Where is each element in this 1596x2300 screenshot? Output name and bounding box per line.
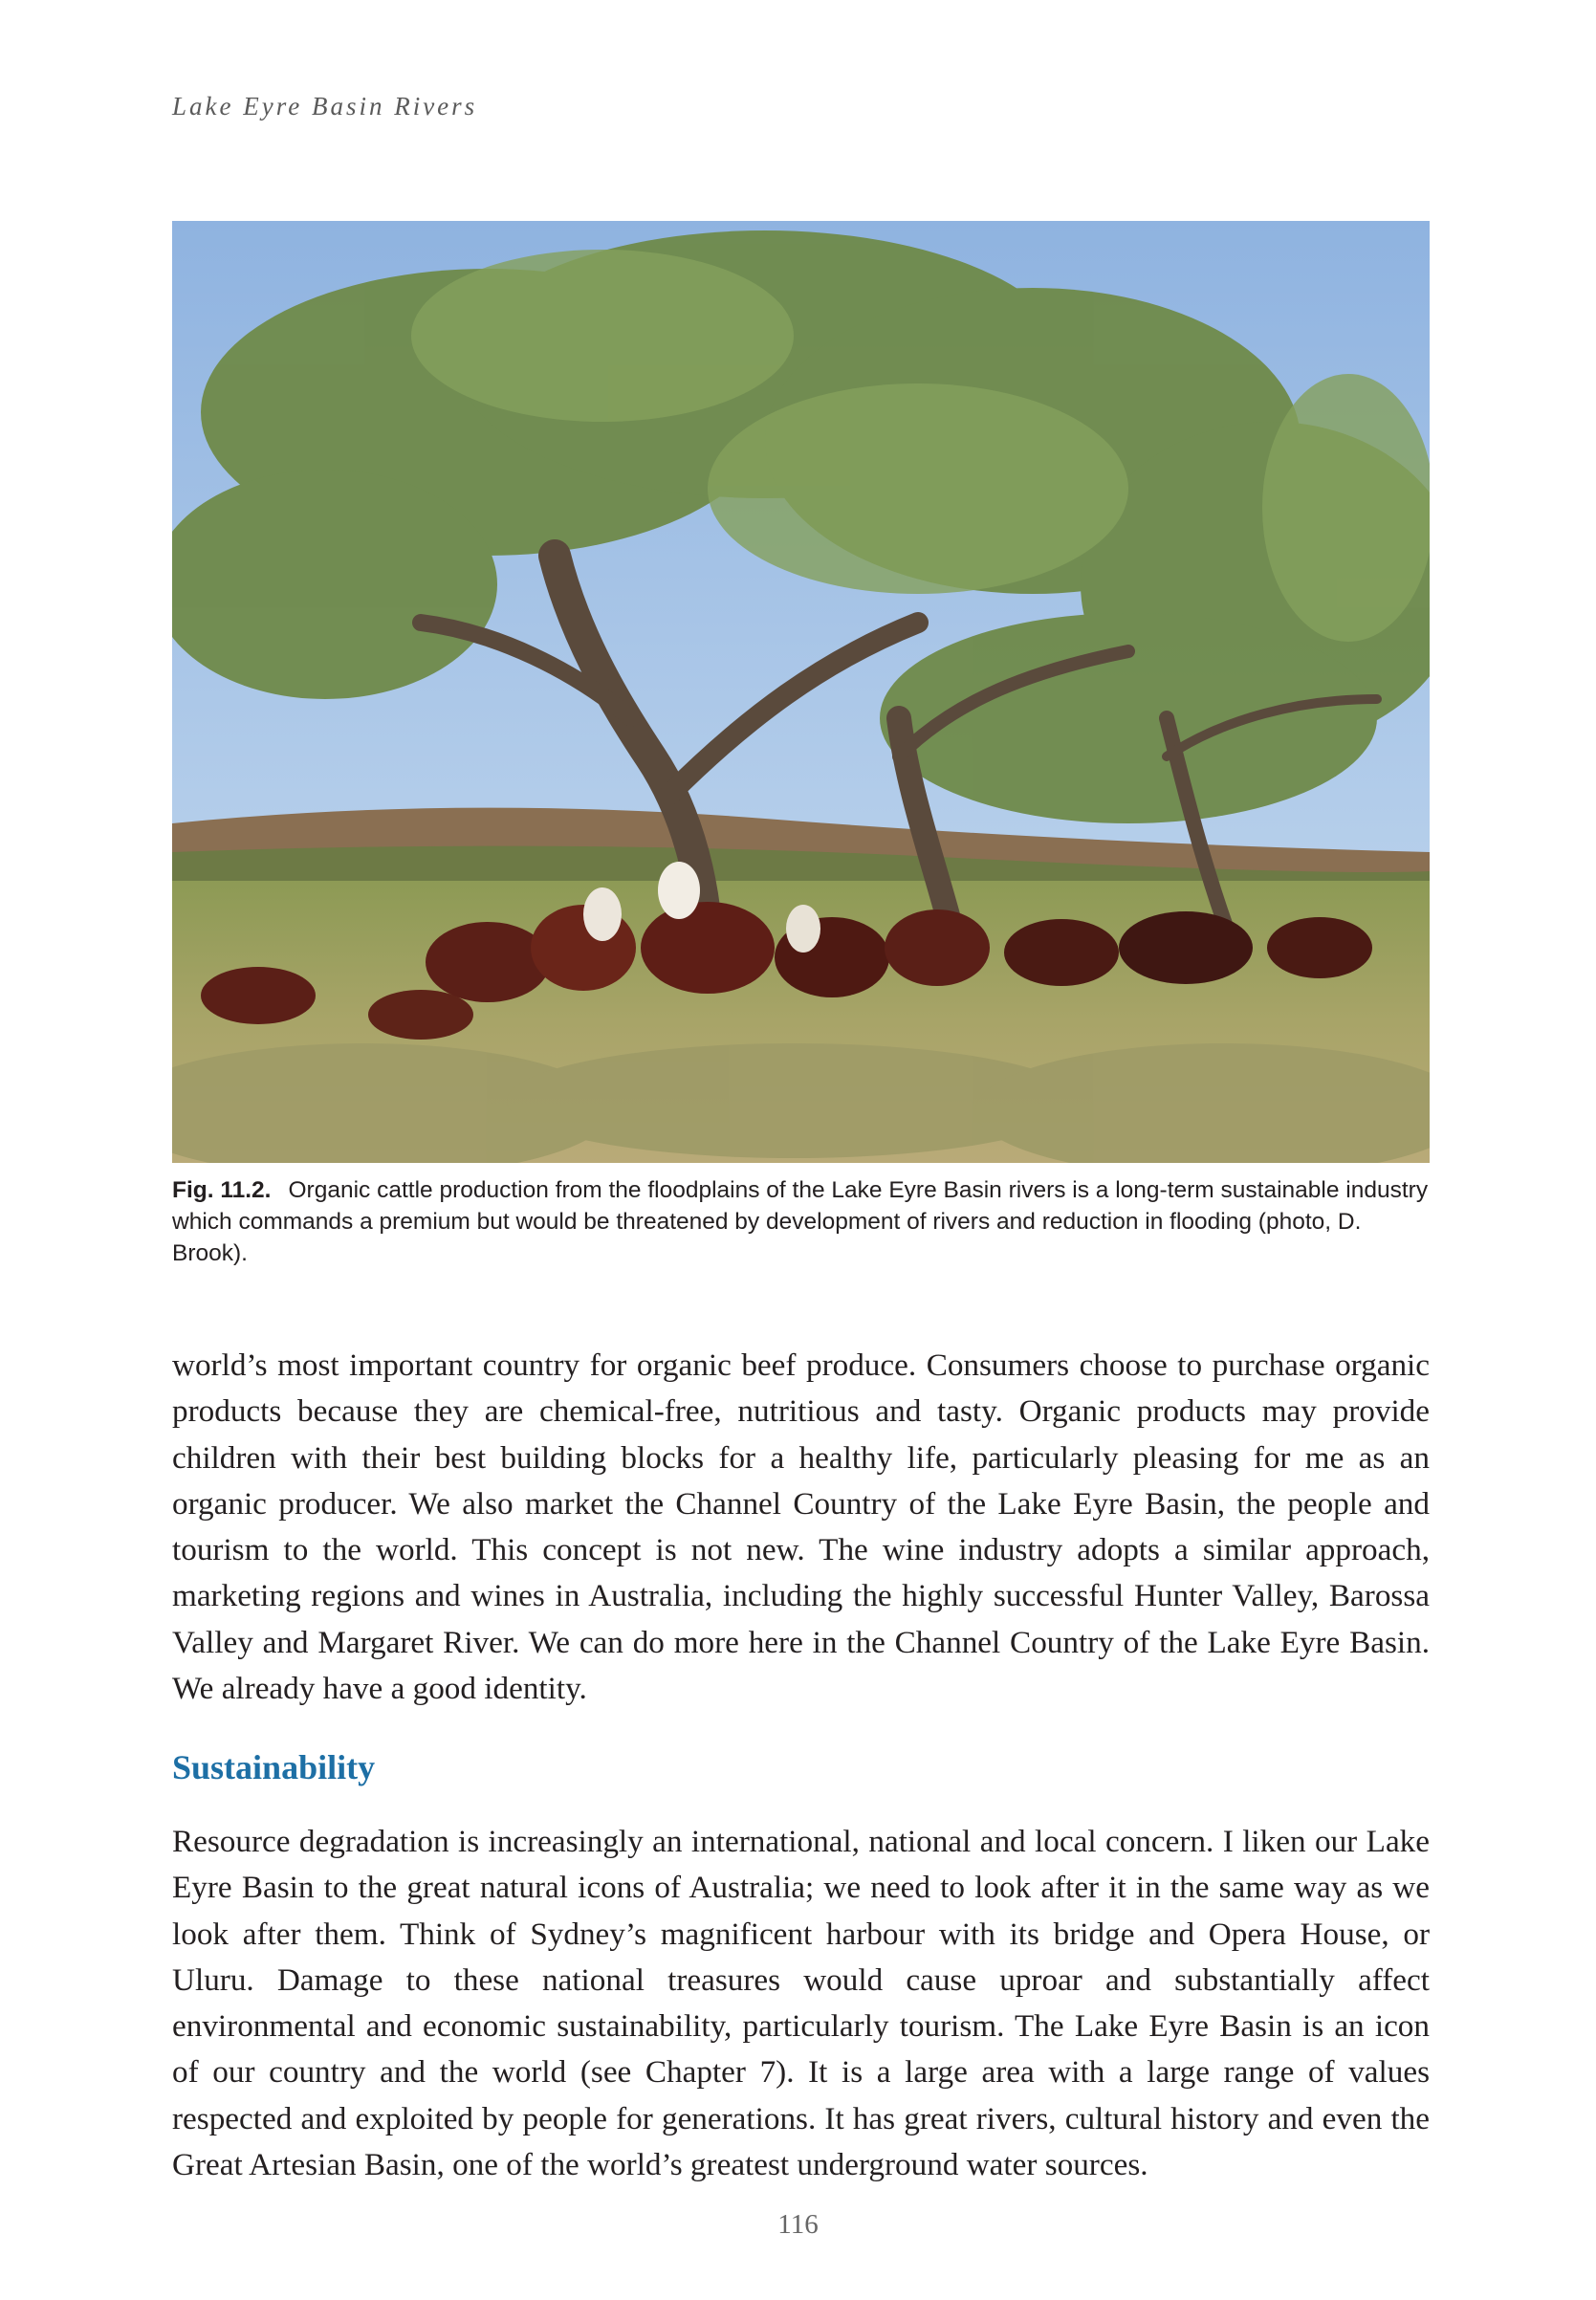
body-paragraph-1: world’s most important country for organic beef produce. Consumers choose to purchase organic products because they are chemical-free, nutritious and tasty. Organic products may provide children with their best building blocks for a healthy life, particularly pleasing for me as an organic producer. We also market the Channel Country of the Lake Eyre Basin, the people and tourism to the world. This concept is not new. The wine industry adopts a similar approach, marketing regions and wines in Australia, including the highly successful Hunter Valley, Barossa Valley and Margaret River. We can do more here in the Channel Country of the Lake Eyre Basin. We already have a good identity.: [172, 1347, 1430, 1707]
cattle-photo: [172, 221, 1430, 1163]
figure-caption-text: Organic cattle production from the floodplains of the Lake Eyre Basin rivers is a long-term sustainable industry which commands a premium but would be threatened by development of rivers and reduction in flooding (photo, D. Brook).: [172, 1177, 1429, 1266]
figure-caption: [172, 1174, 1430, 1269]
body-paragraph-2: Resource degradation is increasingly an international, national and local concern. I liken our Lake Eyre Basin to the great natural icons of Australia; we need to look after it in the same way as we look after them. Think of Sydney’s magnificent harbour with its bridge and Opera House, or Uluru. Damage to these national treasures would cause uproar and substantially affect environmental and economic sustainability, particularly tourism. The Lake Eyre Basin is an icon of our country and the world (see Chapter 7). It is a large area with a large range of values respected and exploited by people for generations. It has great rivers, cultural history and even the Great Artesian Basin, one of the world’s greatest underground water sources.: [172, 1824, 1430, 2183]
page-number: 116: [777, 2209, 819, 2240]
section-heading: Sustainability: [172, 1748, 376, 1786]
figure-label: Fig. 11.2.: [172, 1177, 272, 1203]
running-title: Lake Eyre Basin Rivers: [172, 92, 478, 120]
